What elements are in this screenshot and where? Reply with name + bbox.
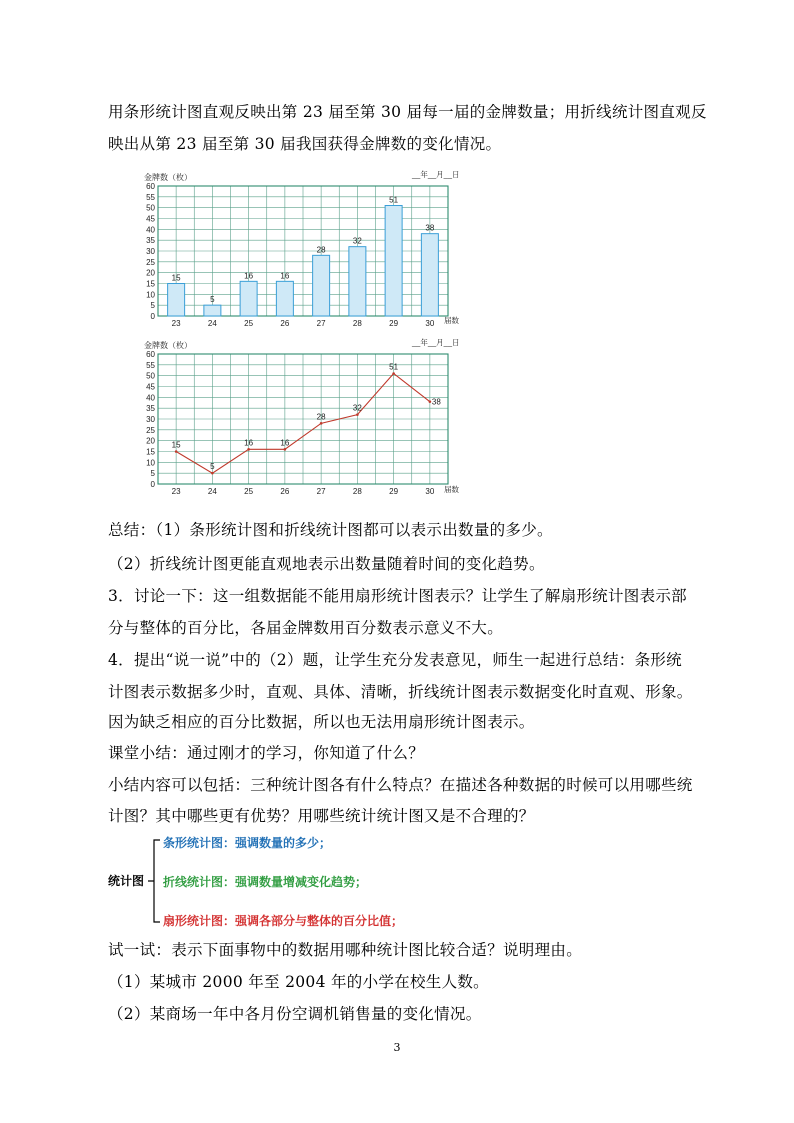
intro-line-1: 用条形统计图直观反映出第 23 届至第 30 届每一届的金牌数量；用折线统计图直观反 xyxy=(108,103,707,121)
bar-xtick-label: 29 xyxy=(389,319,399,328)
line-ytick-label: 45 xyxy=(146,382,155,392)
line-ytick-label: 0 xyxy=(150,480,155,489)
line-chart-ylabel: 金牌数（枚） xyxy=(144,341,192,350)
line-xtick-label: 25 xyxy=(244,487,254,496)
brace-bar-item: 条形统计图：强调数量的多少； xyxy=(163,836,332,850)
bar-xtick-label: 25 xyxy=(244,319,254,328)
bar-ytick-label: 55 xyxy=(146,192,155,202)
bar-data-label: 16 xyxy=(280,271,290,281)
intro-line-2: 映出从第 23 届至第 30 届我国获得金牌数的变化情况。 xyxy=(108,135,502,153)
bar-mark xyxy=(421,234,438,316)
line-xtick-label: 29 xyxy=(389,487,399,496)
bar-xtick-label: 23 xyxy=(171,319,181,328)
bar-data-label: 15 xyxy=(171,273,181,283)
bar-mark xyxy=(385,206,402,317)
bar-mark xyxy=(168,284,185,317)
exercise-q1: （1）某城市 2000 年至 2004 年的小学在校生人数。 xyxy=(108,973,489,991)
class-summary: 课堂小结：通过刚才的学习，你知道了什么？ xyxy=(108,744,425,762)
bar-data-label: 38 xyxy=(425,223,435,233)
page-number: 3 xyxy=(393,1041,401,1054)
bar-ytick-label: 30 xyxy=(146,247,155,256)
line-data-label: 16 xyxy=(280,438,290,448)
bar-ytick-label: 0 xyxy=(150,312,155,321)
bar-xtick-label: 26 xyxy=(280,319,290,328)
line-point xyxy=(247,448,250,451)
line-ytick-label: 25 xyxy=(146,425,155,435)
bar-ytick-label: 45 xyxy=(146,214,155,224)
summary-2: （2）折线统计图更能直观地表示出数量随着时间的变化趋势。 xyxy=(108,555,545,573)
bar-mark xyxy=(204,305,221,316)
bar-chart-ylabel: 金牌数（枚） xyxy=(144,173,192,182)
bar-data-label: 28 xyxy=(316,245,326,255)
line-point xyxy=(175,450,178,453)
line-point xyxy=(429,400,432,403)
bar-chart-date-label: __年__月__日 xyxy=(412,170,460,179)
bar-chart xyxy=(130,168,470,330)
bar-data-label: 16 xyxy=(244,271,254,281)
bar-xtick-label: 27 xyxy=(316,319,326,328)
line-data-label: 28 xyxy=(316,412,326,422)
bar-mark xyxy=(349,247,366,316)
line-data-label: 5 xyxy=(210,462,215,472)
line-xtick-label: 30 xyxy=(425,487,435,496)
line-point xyxy=(356,413,359,416)
line-xtick-label: 24 xyxy=(207,487,217,496)
bar-ytick-label: 10 xyxy=(146,290,155,300)
bar-mark xyxy=(313,255,330,316)
bar-ytick-label: 15 xyxy=(146,279,155,289)
bar-chart-xlabel: 届数 xyxy=(444,316,459,325)
bar-ytick-label: 25 xyxy=(146,257,155,267)
summary-content-2: 计图？其中哪些更有优势？用哪些统计统计图又是不合理的？ xyxy=(108,807,535,825)
line-data-label: 16 xyxy=(244,438,254,448)
summary-content-1: 小结内容可以包括：三种统计图各有什么特点？在描述各种数据的时候可以用哪些统 xyxy=(108,776,693,794)
line-point xyxy=(284,448,287,451)
bar-xtick-label: 24 xyxy=(207,319,217,328)
bar-ytick-label: 50 xyxy=(146,203,155,213)
brace-line-item: 折线统计图：强调数量增减变化趋势； xyxy=(163,875,368,889)
line-ytick-label: 50 xyxy=(146,371,155,381)
exercise-q2: （2）某商场一年中各月份空调机销售量的变化情况。 xyxy=(108,1005,482,1023)
bar-mark xyxy=(276,281,293,316)
line-data-label: 32 xyxy=(352,403,362,413)
line-ytick-label: 30 xyxy=(146,415,155,424)
line-chart xyxy=(130,336,470,498)
discuss-line-2: 分与整体的百分比，各届金牌数用百分数表示意义不大。 xyxy=(108,619,504,637)
line-ytick-label: 55 xyxy=(146,360,155,370)
bar-ytick-label: 5 xyxy=(150,301,155,311)
line-ytick-label: 35 xyxy=(146,404,155,414)
bar-ytick-label: 40 xyxy=(146,225,155,235)
bar-ytick-label: 35 xyxy=(146,236,155,246)
bar-data-label: 51 xyxy=(389,195,399,205)
summary-1: 总结：（1）条形统计图和折线统计图都可以表示出数量的多少。 xyxy=(108,521,553,539)
line-ytick-label: 60 xyxy=(146,350,155,359)
line-point xyxy=(392,372,395,375)
line-ytick-label: 40 xyxy=(146,393,155,403)
point4-line-3: 因为缺乏相应的百分比数据，所以也无法用扇形统计图表示。 xyxy=(108,713,535,731)
brace-pie-item: 扇形统计图：强调各部分与整体的百分比值； xyxy=(163,914,404,928)
line-ytick-label: 20 xyxy=(146,436,155,446)
bar-xtick-label: 30 xyxy=(425,319,435,328)
bar-ytick-label: 60 xyxy=(146,182,155,191)
line-chart-date-label: __年__月__日 xyxy=(412,338,460,347)
line-data-label: 38 xyxy=(431,397,441,407)
bar-data-label: 32 xyxy=(352,236,362,246)
line-xtick-label: 28 xyxy=(352,487,362,496)
line-point xyxy=(211,472,214,475)
bar-ytick-label: 20 xyxy=(146,268,155,278)
bar-xtick-label: 28 xyxy=(352,319,362,328)
line-chart-xlabel: 届数 xyxy=(444,485,459,494)
line-data-label: 15 xyxy=(171,440,181,450)
line-ytick-label: 15 xyxy=(146,447,155,457)
brace-root-label: 统计图 xyxy=(108,874,145,888)
bar-data-label: 5 xyxy=(210,295,215,305)
line-ytick-label: 10 xyxy=(146,458,155,468)
line-data-label: 51 xyxy=(389,362,399,372)
point4-line-2: 计图表示数据多少时，直观、具体、清晰，折线统计图表示数据变化时直观、形象。 xyxy=(108,683,693,701)
discuss-line-1: 3．讨论一下：这一组数据能不能用扇形统计图表示？让学生了解扇形统计图表示部 xyxy=(108,587,687,605)
line-xtick-label: 26 xyxy=(280,487,290,496)
line-xtick-label: 23 xyxy=(171,487,181,496)
line-xtick-label: 27 xyxy=(316,487,326,496)
bar-mark xyxy=(240,281,257,316)
line-point xyxy=(320,422,323,425)
line-ytick-label: 5 xyxy=(150,469,155,479)
exercise-title: 试一试：表示下面事物中的数据用哪种统计图比较合适？说明理由。 xyxy=(108,941,583,959)
point4-line-1: 4．提出“说一说”中的（2）题，让学生充分发表意见，师生一起进行总结：条形统 xyxy=(108,651,682,669)
